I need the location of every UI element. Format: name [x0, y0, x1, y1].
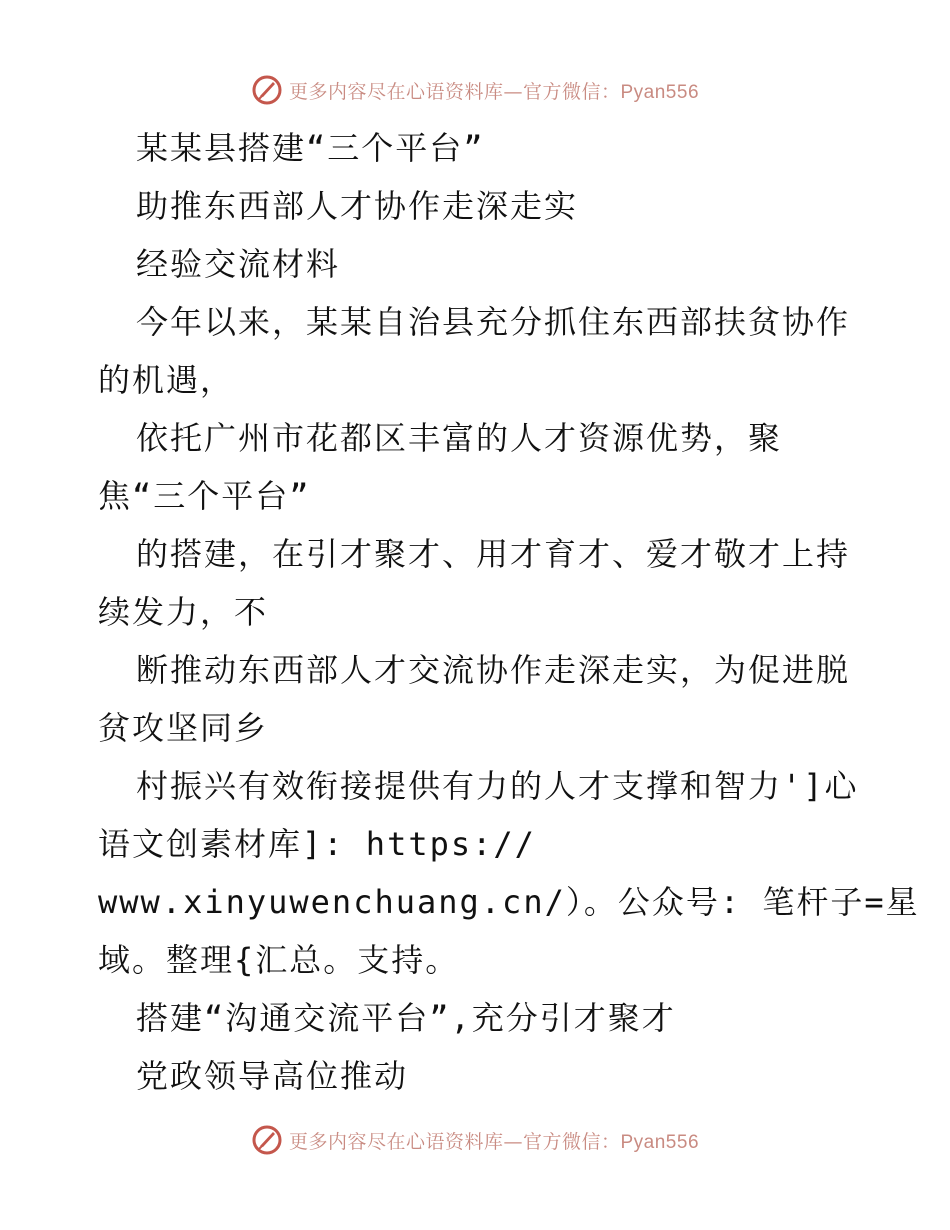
doc-line: 经验交流材料: [136, 245, 341, 283]
doc-line: 依托广州市花都区丰富的人才资源优势，聚: [136, 419, 783, 457]
doc-line: 村振兴有效衔接提供有力的人才支撑和智力']心: [136, 767, 859, 805]
watermark-text: 更多内容尽在心语资料库—官方微信：Pyan556: [288, 1130, 700, 1153]
doc-line: www.xinyuwenchuang.cn/）。公众号: 笔杆子=星: [98, 883, 920, 921]
quill-logo-icon: [251, 1124, 283, 1156]
doc-line: 党政领导高位推动: [136, 1057, 409, 1095]
quill-logo-icon: [251, 74, 283, 106]
doc-line: 的搭建，在引才聚才、用才育才、爱才敬才上持: [136, 535, 851, 573]
doc-line: 搭建“沟通交流平台”,充分引才聚才: [136, 999, 676, 1037]
doc-line: 某某县搭建“三个平台”: [136, 129, 485, 167]
doc-line: 语文创素材库]: https://: [98, 825, 536, 863]
doc-line: 贫攻坚同乡: [98, 709, 269, 747]
doc-line: 焦“三个平台”: [98, 477, 311, 515]
doc-line: 续发力，不: [98, 593, 269, 631]
doc-line: 今年以来，某某自治县充分抓住东西部扶贫协作: [136, 303, 851, 341]
doc-line: 助推东西部人才协作走深走实: [136, 187, 579, 225]
doc-line: 的机遇，: [98, 361, 235, 399]
doc-line: 断推动东西部人才交流协作走深走实，为促进脱: [136, 651, 851, 689]
watermark-text: 更多内容尽在心语资料库—官方微信：Pyan556: [288, 80, 700, 103]
doc-line: 域。整理{汇总。支持。: [98, 941, 460, 979]
header-watermark: [0, 70, 950, 110]
footer-watermark: [0, 1120, 950, 1160]
